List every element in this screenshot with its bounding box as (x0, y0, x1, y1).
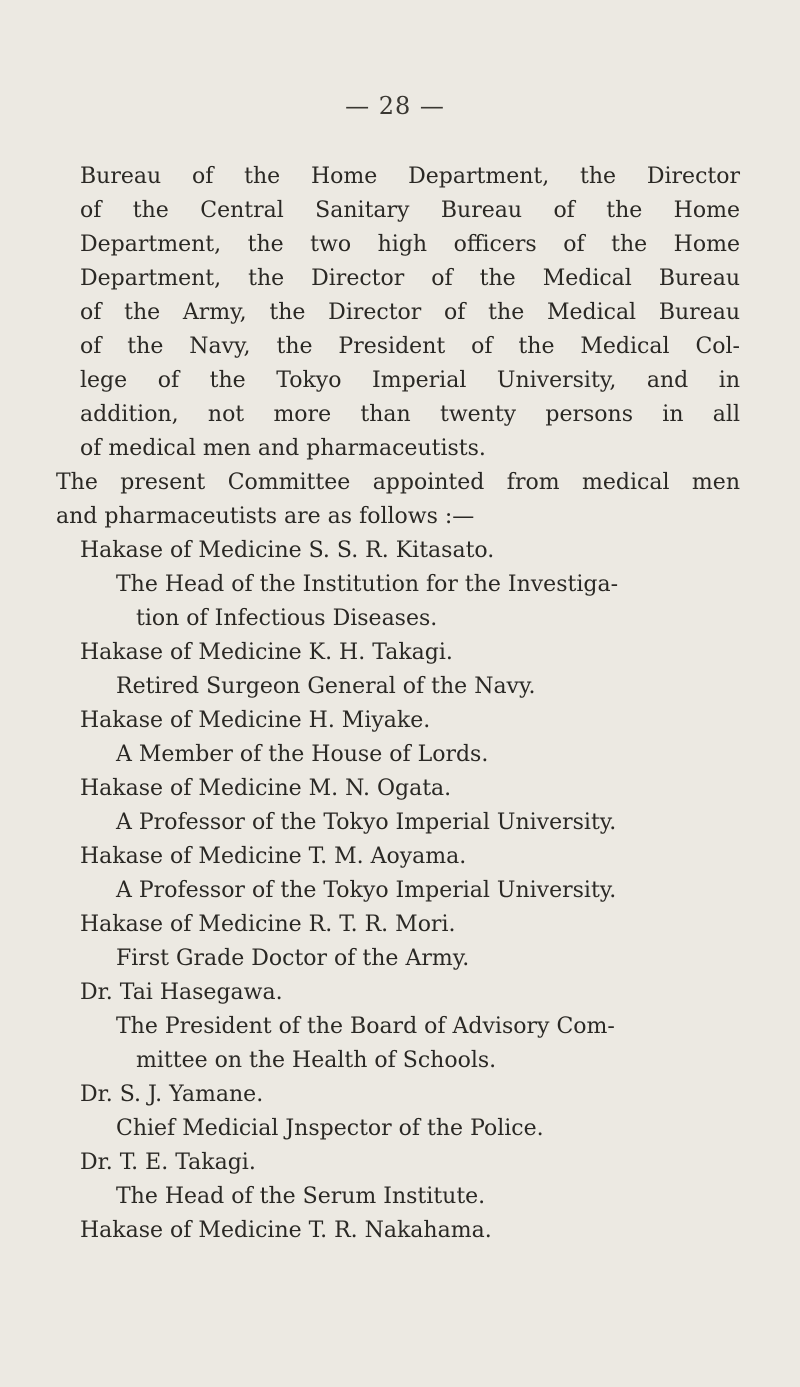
text-line: lege of the Tokyo Imperial University, and in (80, 368, 740, 393)
text-line: The present Committee appointed from medical men (56, 470, 740, 495)
member-name: Dr. S. J. Yamane. (80, 1082, 264, 1107)
text-line: Department, the two high officers of the Home (80, 232, 740, 257)
text-line: of the Central Sanitary Bureau of the Home (80, 198, 740, 223)
member-title: The Head of the Institution for the Investiga- (116, 572, 619, 597)
text-line: addition, not more than twenty persons in all (80, 402, 740, 427)
member-title: Chief Medicial Jnspector of the Police. (116, 1116, 544, 1141)
member-name: Dr. Tai Hasegawa. (80, 980, 283, 1005)
member-name: Hakase of Medicine T. M. Aoyama. (80, 844, 467, 869)
member-name: Hakase of Medicine R. T. R. Mori. (80, 912, 456, 937)
member-title: Retired Surgeon General of the Navy. (116, 674, 536, 699)
page-number: — 28 — (345, 92, 445, 120)
member-title: The President of the Board of Advisory Com- (116, 1014, 615, 1039)
member-title: A Professor of the Tokyo Imperial University. (116, 810, 617, 835)
member-name: Hakase of Medicine H. Miyake. (80, 708, 431, 733)
text-line: Bureau of the Home Department, the Director (80, 164, 740, 189)
text-line: Department, the Director of the Medical Bureau (80, 266, 740, 291)
member-name: Hakase of Medicine M. N. Ogata. (80, 776, 452, 801)
member-name: Hakase of Medicine T. R. Nakahama. (80, 1218, 492, 1243)
text-line: of the Navy, the President of the Medical Col- (80, 334, 740, 359)
text-line: of the Army, the Director of the Medical Bureau (80, 300, 740, 325)
member-title: mittee on the Health of Schools. (136, 1048, 497, 1073)
member-name: Dr. T. E. Takagi. (80, 1150, 256, 1175)
member-title: The Head of the Serum Institute. (116, 1184, 486, 1209)
text-line: and pharmaceutists are as follows :— (56, 504, 475, 529)
body-text (56, 160, 740, 1248)
member-name: Hakase of Medicine K. H. Takagi. (80, 640, 453, 665)
text-line: of medical men and pharmaceutists. (80, 436, 486, 461)
member-title: First Grade Doctor of the Army. (116, 946, 470, 971)
member-title: tion of Infectious Diseases. (136, 606, 438, 631)
member-title: A Member of the House of Lords. (116, 742, 489, 767)
member-name: Hakase of Medicine S. S. R. Kitasato. (80, 538, 495, 563)
member-title: A Professor of the Tokyo Imperial University. (116, 878, 617, 903)
